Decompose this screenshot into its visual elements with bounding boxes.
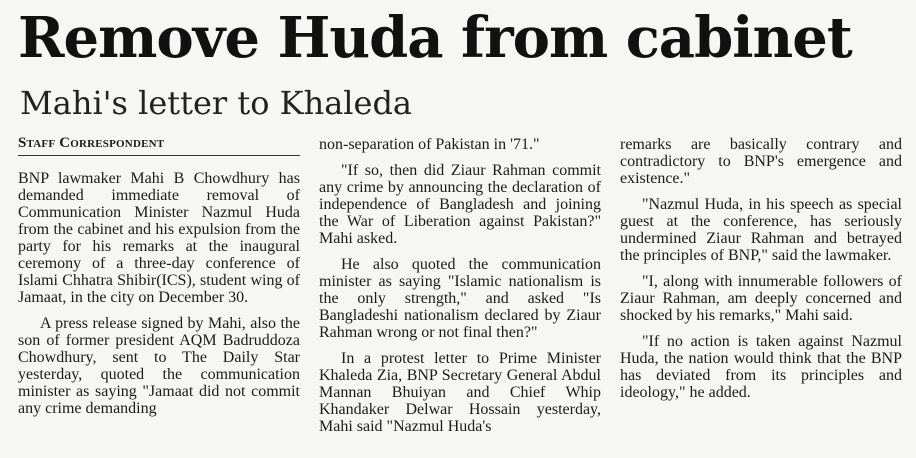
paragraph: "If so, then did Ziaur Rahman commit any crime by announcing the declaration of independence of Bangladesh and joining the War of Liberation against Pakistan?" Mahi asked.: [319, 162, 601, 247]
paragraph: "I, along with innumerable followers of Ziaur Rahman, am deeply concerned and shocked by his remarks," Mahi said.: [620, 273, 902, 324]
paragraph: A press release signed by Mahi, also the son of former president AQM Badruddoza Chowdhury, sent to The Daily Star yesterday, quoted the communication minister as saying "Jamaat did not commit any crime demanding: [18, 315, 300, 417]
column-3: [620, 136, 902, 410]
paragraph: In a protest letter to Prime Minister Khaleda Zia, BNP Secretary General Abdul Mannan Bhuiyan and Chief Whip Khandaker Delwar Hossain yesterday, Mahi said "Nazmul Huda's: [319, 350, 601, 435]
headline: Remove Huda from cabinet: [18, 5, 852, 71]
column-2: [319, 136, 601, 444]
paragraph: "Nazmul Huda, in his speech as special guest at the conference, has seriously undermined Ziaur Rahman and betrayed the principles of BNP," said the lawmaker.: [620, 196, 902, 264]
paragraph: remarks are basically contrary and contradictory to BNP's emergence and existence.": [620, 136, 902, 187]
paragraph: He also quoted the communication minister as saying "Islamic nationalism is the only strength," and asked "Is Bangladeshi nationalism declared by Ziaur Rahman wrong or not final then?": [319, 256, 601, 341]
subheadline: Mahi's letter to Khaleda: [20, 84, 412, 122]
paragraph: BNP lawmaker Mahi B Chowdhury has demanded immediate removal of Communication Minister Nazmul Huda from the cabinet and his expulsion from the party for his remarks at the inaugural ceremony of a three-day conference of Islami Chhatra Shibir(ICS), student wing of Jamaat, in the city on December 30.: [18, 170, 300, 306]
paragraph: non-separation of Pakistan in '71.": [319, 136, 540, 153]
column-1: [18, 135, 300, 426]
byline: Staff Correspondent: [18, 135, 300, 156]
paragraph: "If no action is taken against Nazmul Huda, the nation would think that the BNP has deviated from its principles and ideology," he added.: [620, 333, 902, 401]
